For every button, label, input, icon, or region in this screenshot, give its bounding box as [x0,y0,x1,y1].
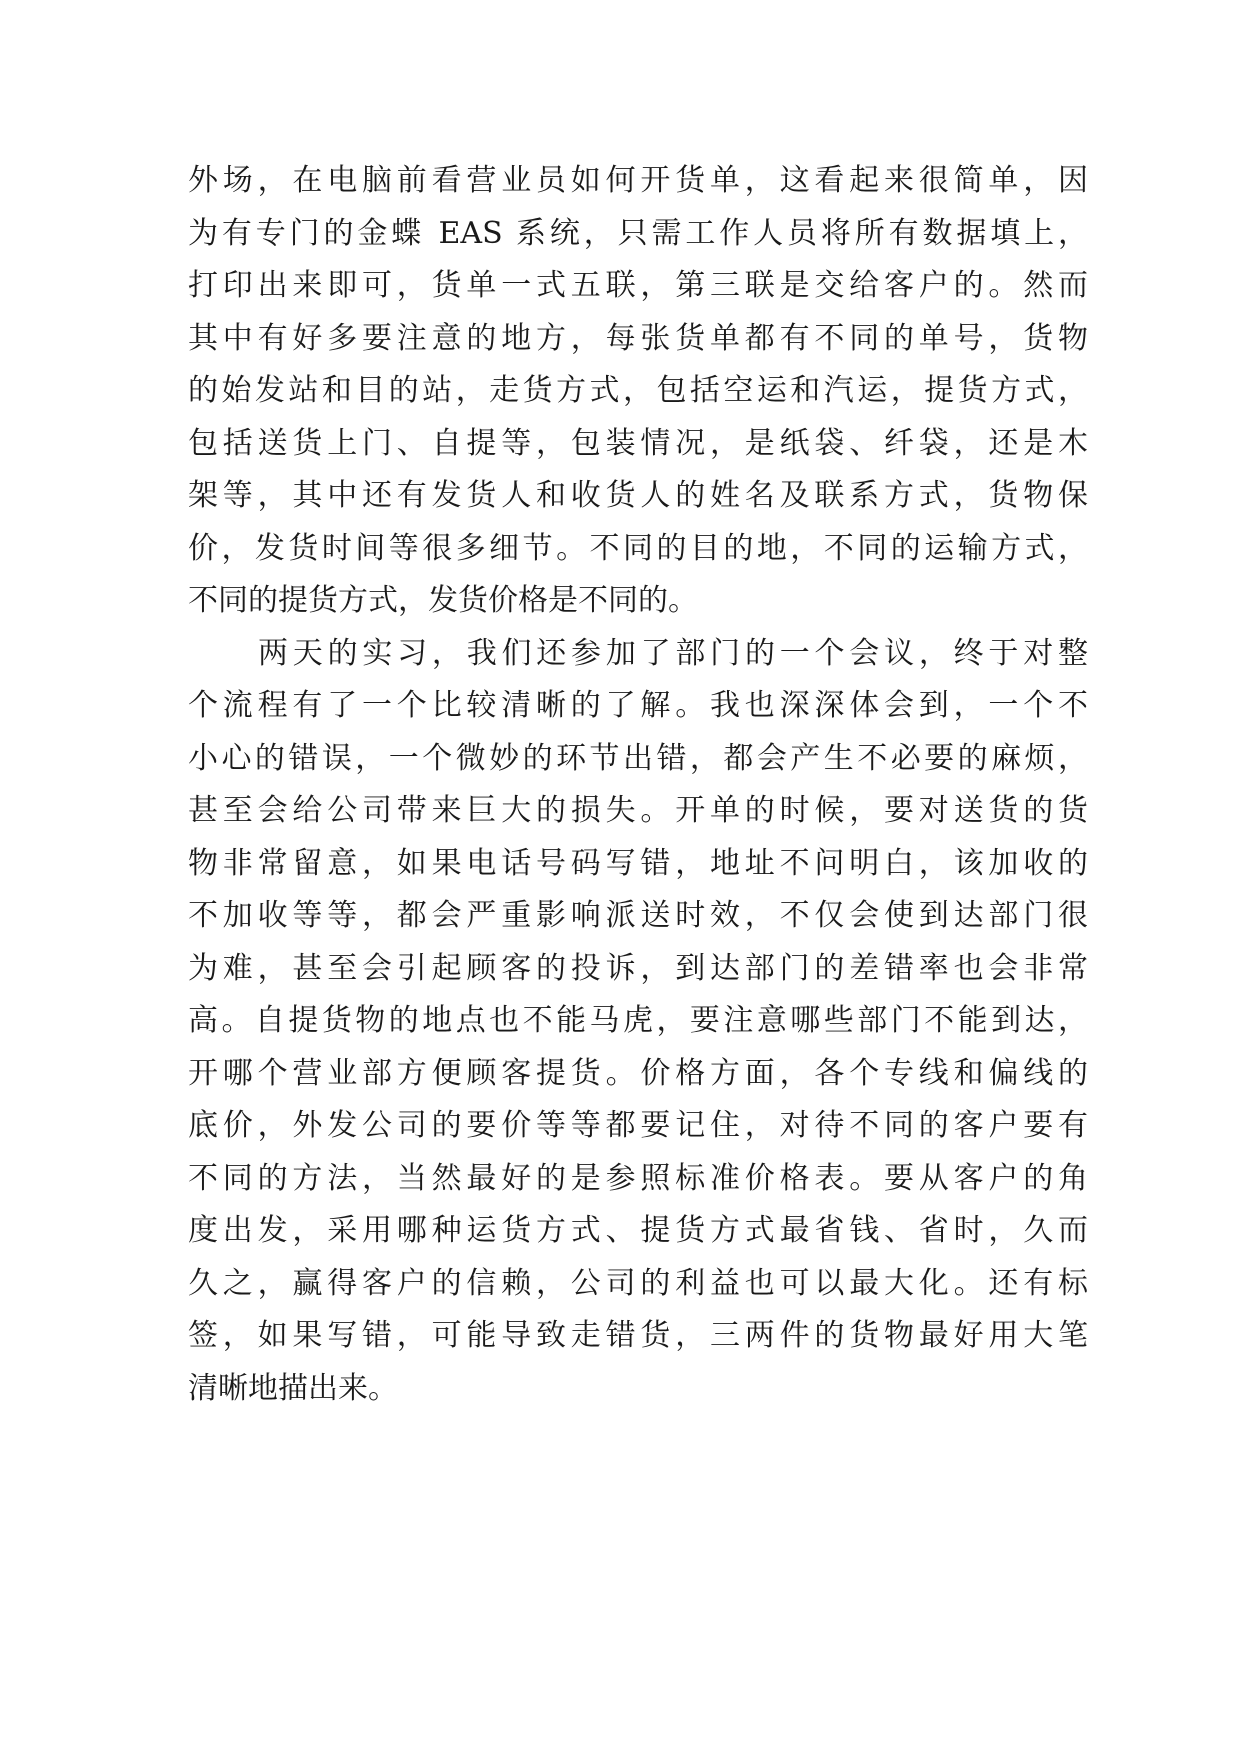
text-line: 外场，在电脑前看营业员如何开货单，这看起来很简单，因 [188,163,1088,198]
text-line: 度出发，采用哪种运货方式、提货方式最省钱、省时，久而 [188,1213,1088,1248]
text-line: 为有专门的金蝶 EAS 系统，只需工作人员将所有数据填上， [188,216,1088,251]
text-line: 打印出来即可，货单一式五联，第三联是交给客户的。然而 [188,268,1088,303]
text-line: 的始发站和目的站，走货方式，包括空运和汽运，提货方式， [188,373,1088,408]
text-line: 价，发货时间等很多细节。不同的目的地，不同的运输方式， [188,531,1088,566]
text-line: 小心的错误，一个微妙的环节出错，都会产生不必要的麻烦， [188,741,1088,776]
text-line: 清晰地描出来。 [188,1371,398,1406]
text-line: 签，如果写错，可能导致走错货，三两件的货物最好用大笔 [188,1318,1088,1353]
text-line: 物非常留意，如果电话号码写错，地址不问明白，该加收的 [188,846,1088,881]
text-line: 个流程有了一个比较清晰的了解。我也深深体会到，一个不 [188,688,1088,723]
text-line: 开哪个营业部方便顾客提货。价格方面，各个专线和偏线的 [188,1056,1088,1091]
text-line: 久之，赢得客户的信赖，公司的利益也可以最大化。还有标 [188,1266,1088,1301]
text-line: 其中有好多要注意的地方，每张货单都有不同的单号，货物 [188,321,1088,356]
text-line: 底价，外发公司的要价等等都要记住，对待不同的客户要有 [188,1108,1088,1143]
text-line: 架等，其中还有发货人和收货人的姓名及联系方式，货物保 [188,478,1088,513]
text-line: 高。自提货物的地点也不能马虎，要注意哪些部门不能到达， [188,1003,1088,1038]
text-line: 为难，甚至会引起顾客的投诉，到达部门的差错率也会非常 [188,951,1088,986]
text-line: 不同的提货方式，发货价格是不同的。 [188,583,698,618]
text-line: 不加收等等，都会严重影响派送时效，不仅会使到达部门很 [188,898,1088,933]
text-line: 包括送货上门、自提等，包装情况，是纸袋、纤袋，还是木 [188,426,1088,461]
text-line: 不同的方法，当然最好的是参照标准价格表。要从客户的角 [188,1161,1088,1196]
paragraph-first-line: 两天的实习，我们还参加了部门的一个会议，终于对整 [258,636,1088,671]
text-line: 甚至会给公司带来巨大的损失。开单的时候，要对送货的货 [188,793,1088,828]
